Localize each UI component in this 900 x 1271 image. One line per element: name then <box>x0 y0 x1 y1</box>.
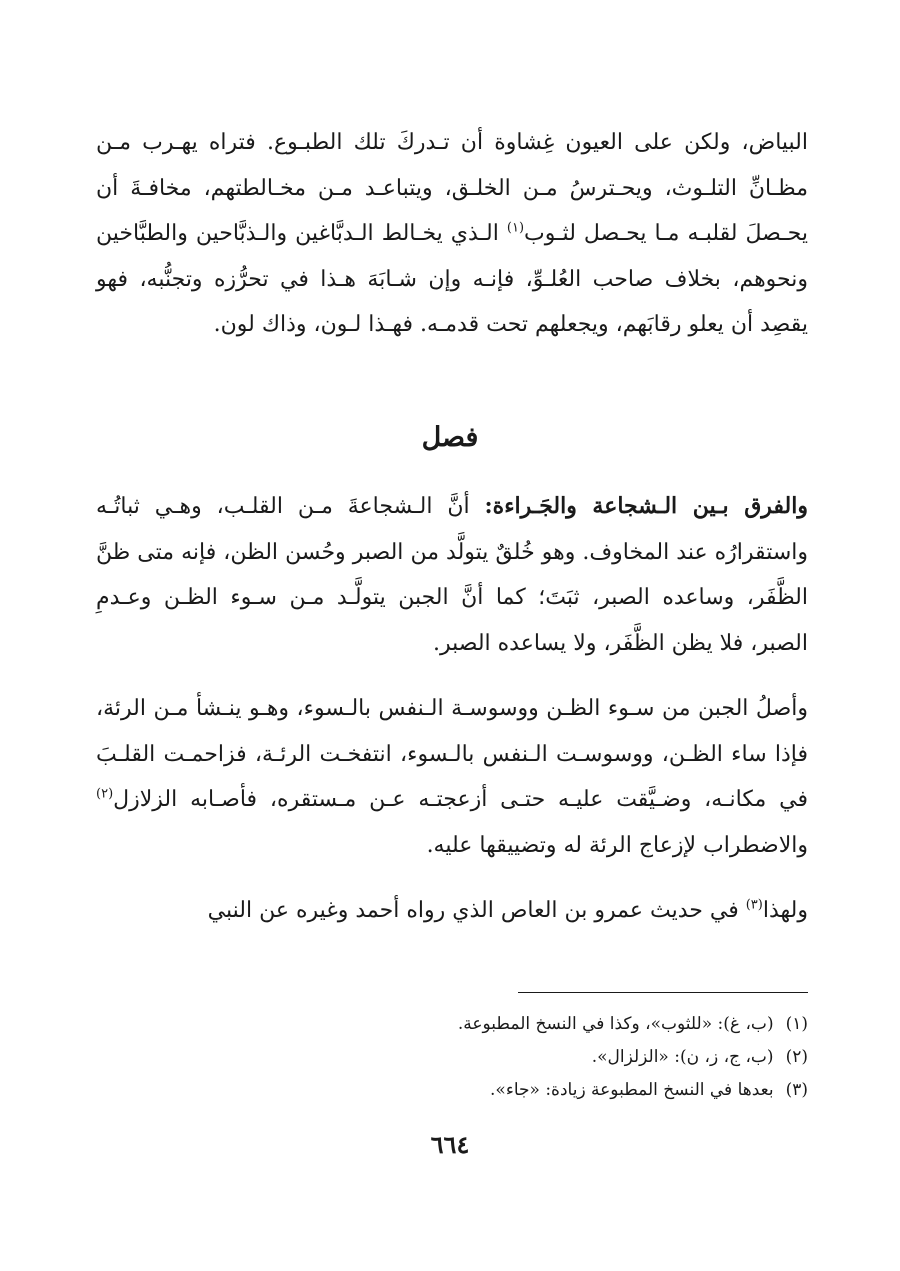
footnotes <box>96 1008 808 1107</box>
page-number: ٦٦٤ <box>430 1130 470 1159</box>
section-heading: فصل <box>421 422 479 453</box>
footnote-ref-3[interactable]: (٣) <box>745 897 763 913</box>
footnote-3-number: (٣) <box>785 1080 808 1100</box>
footnote-2 <box>96 1041 808 1074</box>
footnote-3-text: بعدها في النسخ المطبوعة زيادة: «جاء». <box>490 1080 774 1100</box>
paragraph-1 <box>96 120 808 348</box>
paragraph-3-text-b: والاضطراب لإزعاج الرئة له وتضييقها عليه. <box>426 832 808 858</box>
footnote-divider <box>518 992 808 993</box>
paragraph-4 <box>96 888 808 934</box>
footnote-2-text: (ب، ج، ز، ن): «الزلزال». <box>591 1047 774 1067</box>
footnote-ref-2[interactable]: (٢) <box>96 786 114 802</box>
footnote-2-number: (٢) <box>785 1047 808 1067</box>
paragraph-3 <box>96 686 808 868</box>
paragraph-2-lead: والفرق بـين الـشجاعة والجَـراءة: <box>484 493 808 519</box>
footnote-ref-1[interactable]: (١) <box>506 220 525 236</box>
paragraph-1-text-a: البياض، ولكن على العيون غِشاوة أن تـدركَ تلك الطبـوع. فتراه يهـرب مـن مظـانِّ التلـوث، ويحـترسُ مـن الخلـق، ويتباعـد مـن مخـالطتهم، مخافـةَ أن يحـصلَ لقلبـه مـا يحـصل لثـوب <box>96 130 809 246</box>
paragraph-4-text-b: في حديث عمرو بن العاص الذي رواه أحمد وغيره عن النبي <box>207 898 746 923</box>
footnote-1-number: (١) <box>785 1014 808 1034</box>
paragraph-1-text-b: الـذي يخـالط الـدبَّاغين والـذبَّاحين والطبَّاخين ونحوهم، بخلاف صاحب العُلـوِّ، فإنـه وإن شـابَهَ هـذا في تحرُّزه وتجنُّبه، فهو يقصِد أن يعلو رقابَهم، ويجعلهم تحت قدمـه. فهـذا لـون، وذاك لون. <box>96 221 808 337</box>
paragraph-4-text-a: ولهذا <box>762 898 808 923</box>
footnote-1-text: (ب، غ): «للثوب»، وكذا في النسخ المطبوعة. <box>457 1014 774 1034</box>
paragraph-2-text: أنَّ الـشجاعةَ مـن القلـب، وهـي ثباتُـه واستقرارُه عند المخاوف. وهو خُلقٌ يتولَّد من الصبر وحُسن الظن، فإنه متى ظنَّ الظَّفَر، وساعده الصبر، ثبَتَ؛ كما أنَّ الجبن يتولَّـد مـن سـوء الظـن وعـدمِ الصبر، فلا يظن الظَّفَر، ولا يساعده الصبر. <box>96 494 808 656</box>
footnote-1 <box>96 1008 808 1041</box>
footnote-3 <box>96 1074 808 1107</box>
paragraph-3-text-a: وأصلُ الجبن من سـوء الظـن ووسوسـة الـنفس بالـسوء، وهـو ينـشأ مـن الرئة، فإذا ساء الظـن، ووسوسـت الـنفس بالـسوء، انتفخـت الرئـة، فزاحمـت القلـبَ في مكانـه، وضـيَّقت عليـه حتـى أزعجتـه عـن مـستقره، فأصـابه الزلازل <box>96 696 808 812</box>
paragraph-2 <box>96 484 808 666</box>
